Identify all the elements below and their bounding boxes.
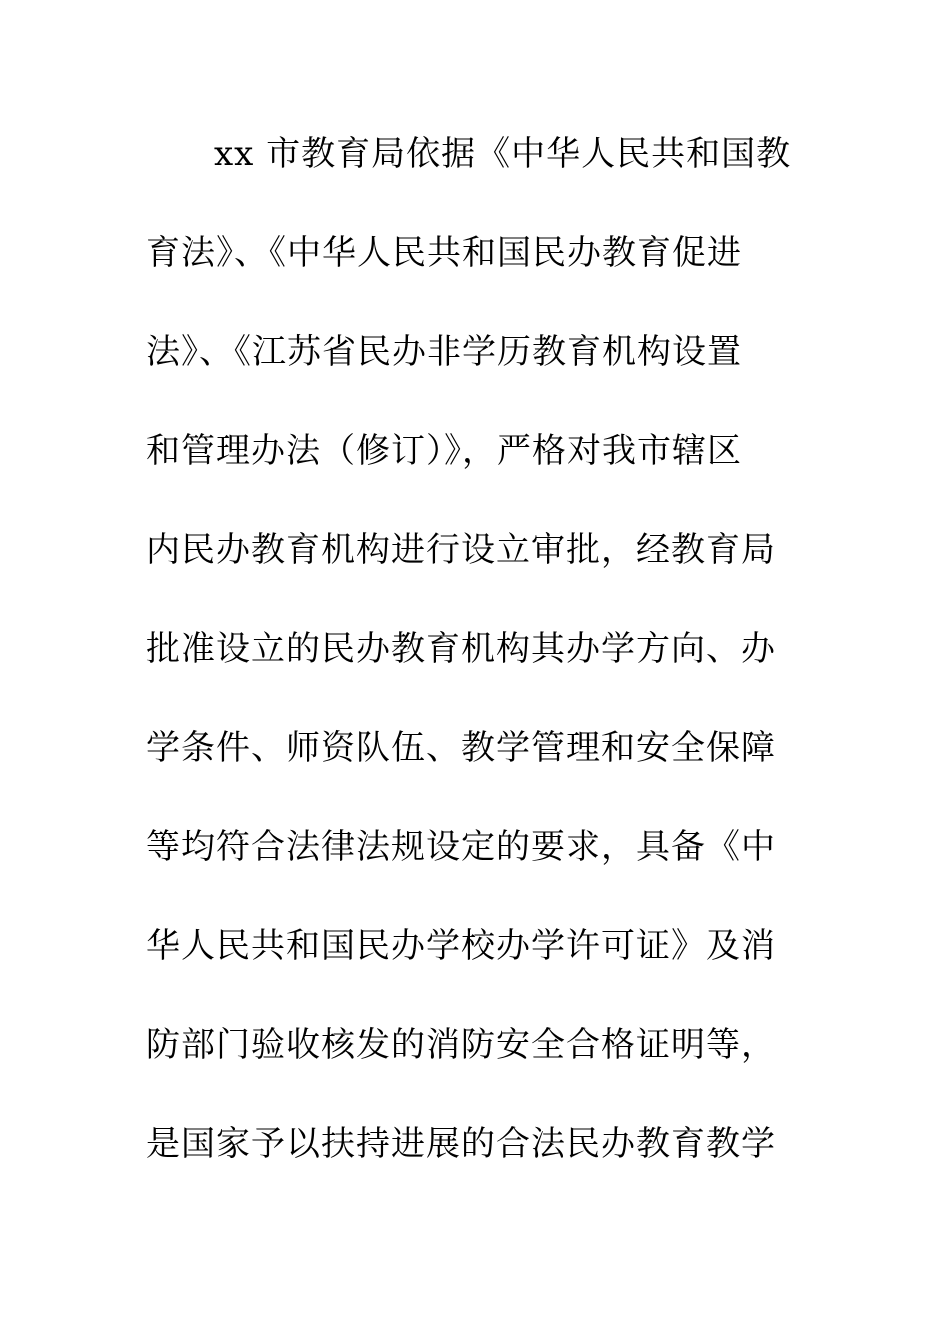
text-line: 是国家予以扶持进展的合法民办教育教学 bbox=[146, 1124, 776, 1164]
text-line: 法》、《江苏省民办非学历教育机构设置 bbox=[146, 332, 742, 372]
text-line: 育法》、《中华人民共和国民办教育促进 bbox=[146, 233, 742, 273]
text-line: 学条件、师资队伍、教学管理和安全保障 bbox=[146, 728, 776, 768]
text-line: 和管理办法（修订）》，严格对我市辖区 bbox=[146, 431, 742, 471]
text-line: 内民办教育机构进行设立审批，经教育局 bbox=[146, 530, 776, 570]
body-paragraph bbox=[146, 124, 806, 1213]
text-line: 等均符合法律法规设定的要求，具备《中 bbox=[146, 827, 776, 867]
text-line: xx 市教育局依据《中华人民共和国教 bbox=[214, 134, 792, 174]
text-line: 批准设立的民办教育机构其办学方向、办 bbox=[146, 629, 776, 669]
text-line: 华人民共和国民办学校办学许可证》及消 bbox=[146, 926, 776, 966]
text-line: 防部门验收核发的消防安全合格证明等， bbox=[146, 1025, 776, 1065]
